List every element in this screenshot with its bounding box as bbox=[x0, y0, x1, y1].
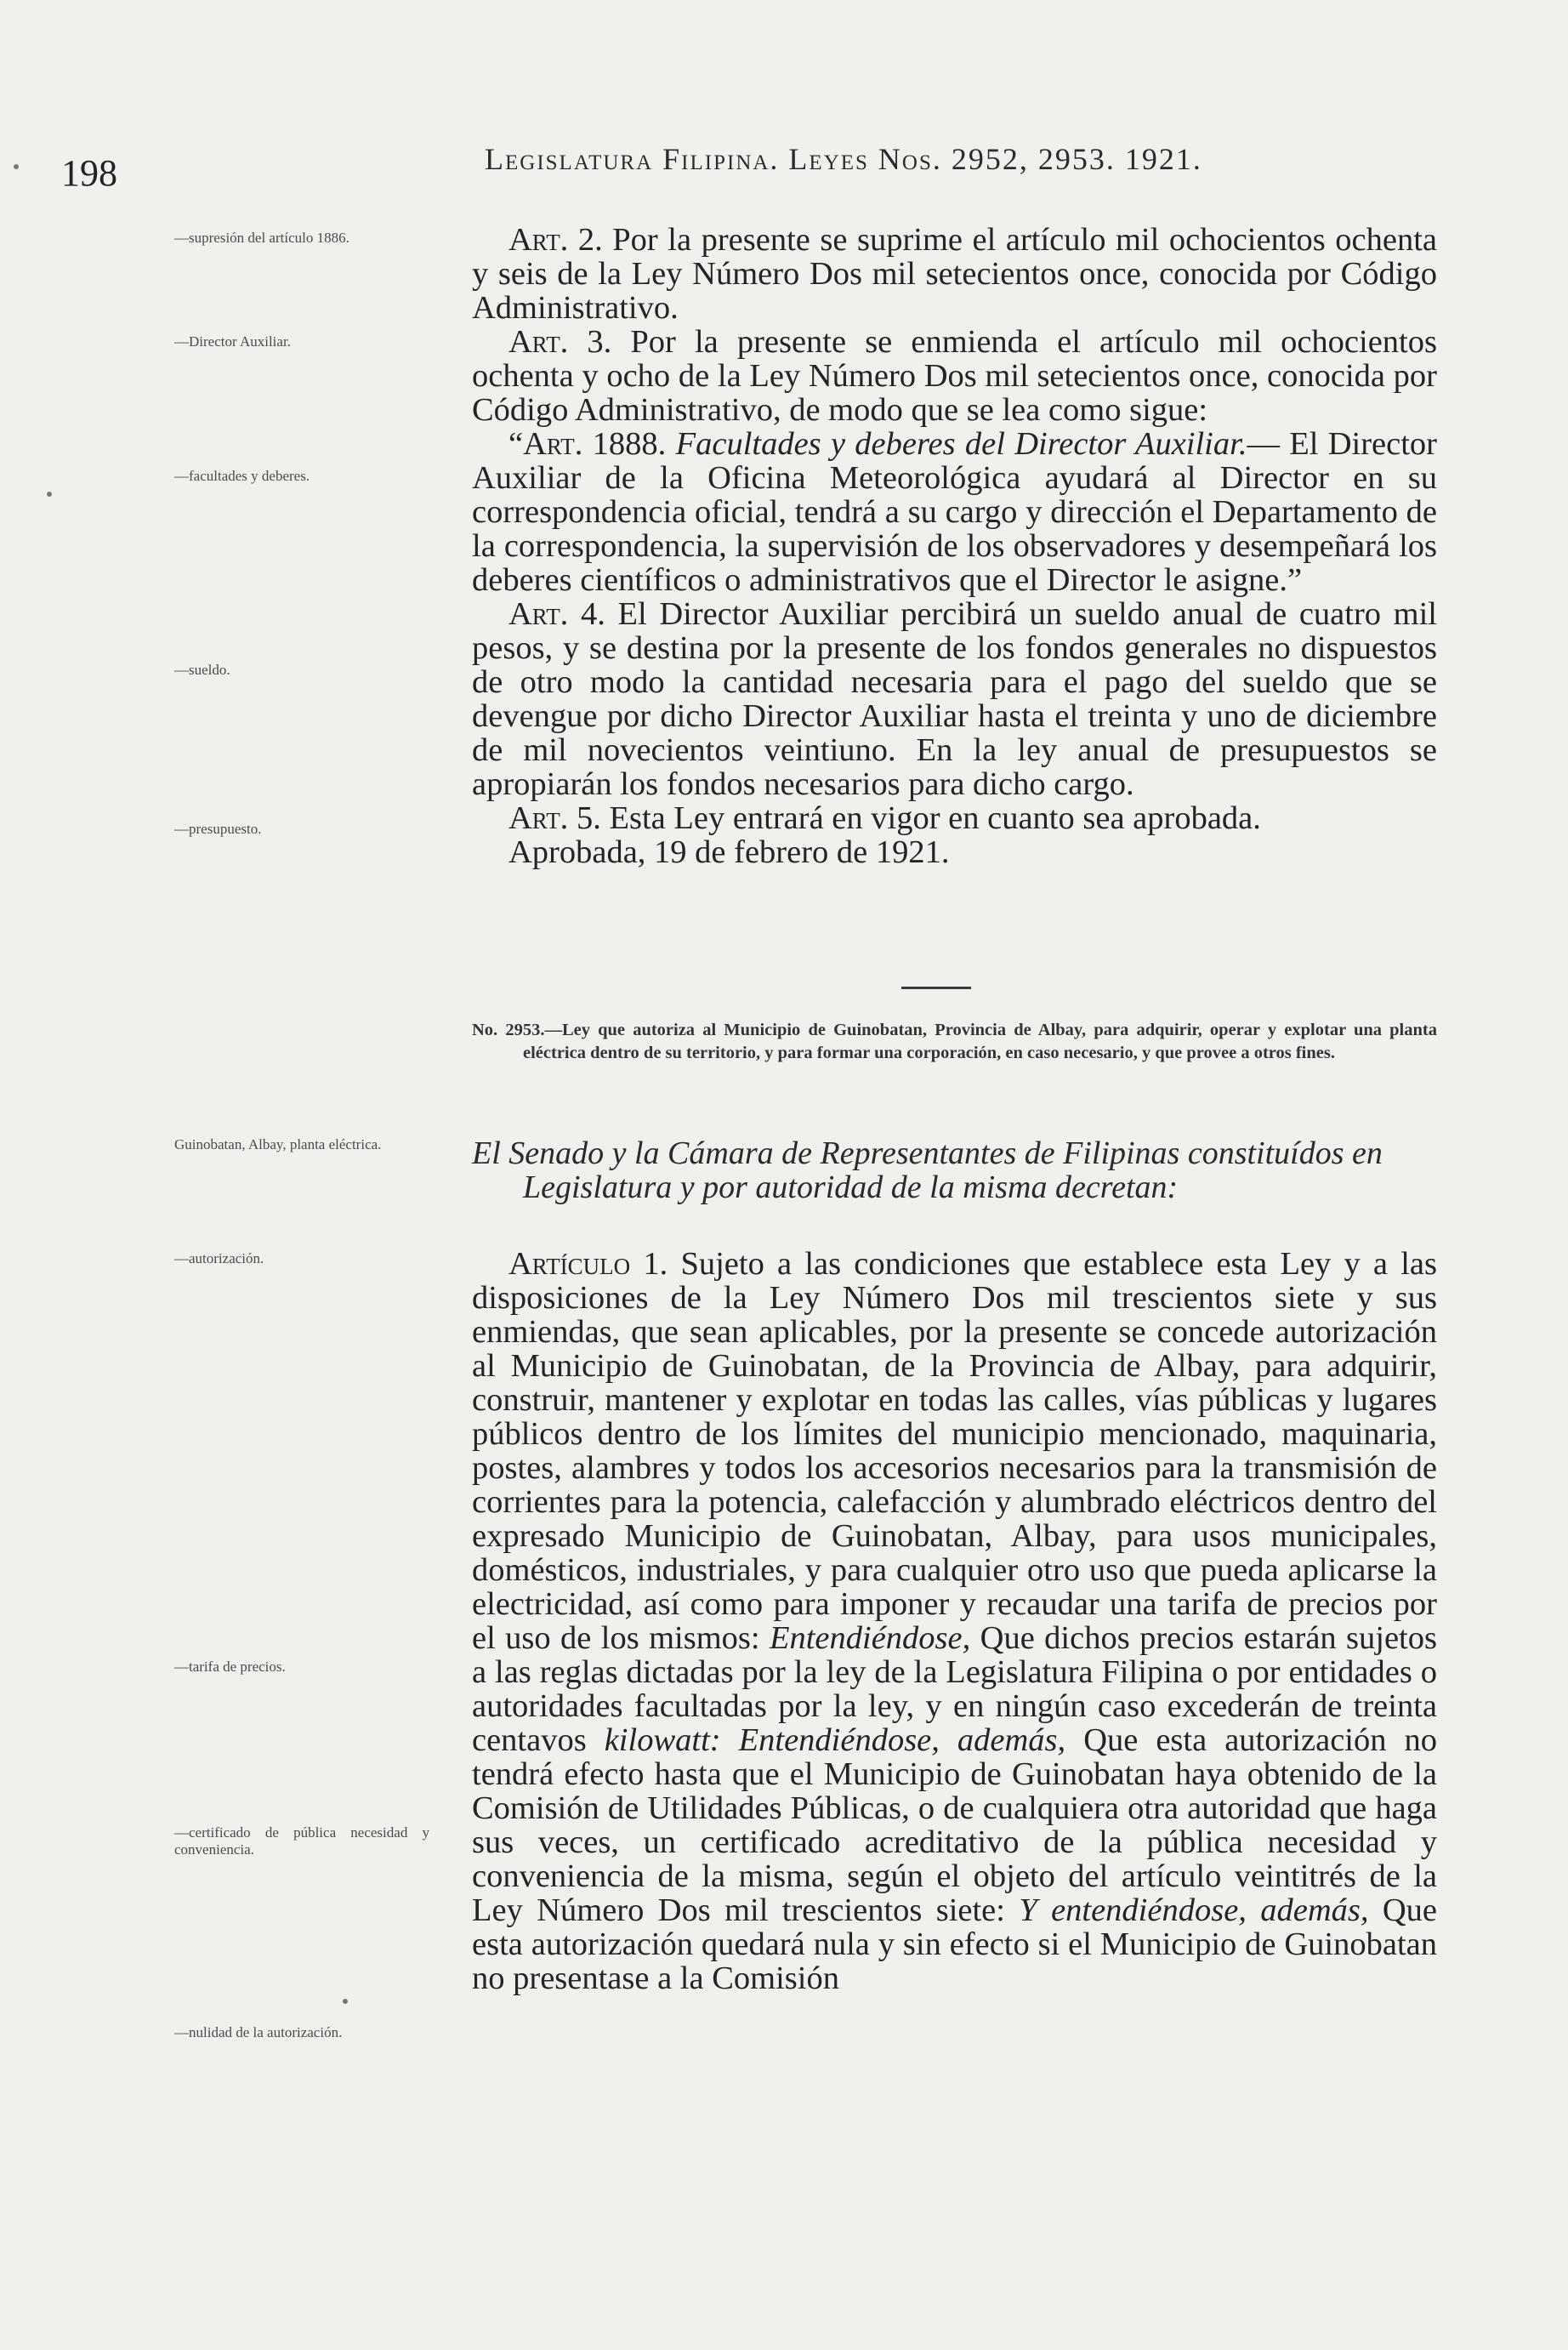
scan-speck bbox=[47, 492, 52, 497]
margin-note-guinobatan: Guinobatan, Albay, planta eléctrica. bbox=[174, 1136, 382, 1152]
approval-date: Aprobada, 19 de febrero de 1921. bbox=[508, 834, 950, 870]
margin-note-supresion: —supresión del artículo 1886. bbox=[174, 230, 349, 246]
scan-speck bbox=[14, 164, 19, 169]
margin-note-sueldo: —sueldo. bbox=[174, 662, 230, 678]
margin-note-autorizacion: —autorización. bbox=[174, 1250, 264, 1266]
law-2952-body bbox=[472, 223, 1437, 869]
margin-note-tarifa: —tarifa de precios. bbox=[174, 1659, 286, 1675]
law-2953-body bbox=[472, 1247, 1437, 1995]
scan-speck bbox=[343, 1999, 348, 2004]
margin-note-certificado: —certificado de pública necesidad y conveniencia. bbox=[174, 1824, 429, 1858]
article-5: Art. 5. Esta Ley entrará en vigor en cuanto sea aprobada. bbox=[508, 800, 1261, 836]
law-2953-title: No. 2953.—Ley que autoriza al Municipio de Guinobatan, Provincia de Albay, para adquirir, operar y explotar una planta eléctrica dentro de su territorio, y para formar una corporación, en caso necesario, y que provee a otros fines. bbox=[472, 1021, 1437, 1062]
margin-note-director-auxiliar: —Director Auxiliar. bbox=[174, 333, 291, 350]
page-number: 198 bbox=[61, 152, 117, 194]
article-4: Art. 4. El Director Auxiliar percibirá un sueldo anual de cuatro mil pesos, y se destina por la presente de los fondos generales no dispuestos de otro modo la cantidad necesaria para el pago del sueldo que se devengue por dicho Director Auxiliar hasta el treinta y uno de diciembre de mil novecientos veintiuno. En la ley anual de presupuestos se apropiarán los fondos necesarios para dicho cargo. bbox=[472, 596, 1437, 802]
article-1: Artículo 1. Sujeto a las condiciones que establece esta Ley y a las disposiciones de la Ley Número Dos mil trescientos siete y sus enmiendas, que sean aplicables, por la presente se concede autorización al Municipio de Guinobatan, de la Provincia de Albay, para adquirir, construir, mantener y explotar en todas las calles, vías públicas y lugares públicos dentro de los límites del municipio mencionado, maquinaria, postes, alambres y todos los accesorios necesarios para la transmisión de corrientes para la potencia, calefacción y alumbrado eléctricos dentro del expresado Municipio de Guinobatan, Albay, para usos municipales, domésticos, industriales, y para cualquier otro uso que pueda aplicarse la electricidad, así como para imponer y recaudar una tarifa de precios por el uso de los mismos: Entendiéndose, Que dichos precios estarán sujetos a las reglas dictadas por la ley de la Legislatura Filipina o por entidades o autoridades facultadas por la ley, y en ningún caso excederán de treinta centavos kilowatt: Entendiéndose, además, Que esta autorización no tendrá efecto hasta que el Municipio de Guinobatan haya obtenido de la Comisión de Utilidades Públicas, o de cualquiera otra autoridad que haga sus veces, un certificado acreditativo de la pública necesidad y conveniencia de la misma, según el objeto del artículo veintitrés de la Ley Número Dos mil trescientos siete: Y entendiéndose, además, Que esta autorización quedará nula y sin efecto si el Municipio de Guinobatan no presentase a la Comisión bbox=[472, 1246, 1438, 1996]
enacting-clause: El Senado y la Cámara de Representantes de Filipinas constituídos en Legislatura y por autoridad de la misma decretan: bbox=[472, 1135, 1383, 1205]
section-divider bbox=[901, 987, 971, 989]
margin-note-nulidad: —nulidad de la autorización. bbox=[174, 2024, 343, 2040]
article-1888: “Art. 1888. Facultades y deberes del Director Auxiliar.— El Director Auxiliar de la Oficina Meteorológica ayudará al Director en su correspondencia oficial, tendrá a su cargo y dirección el Departamento de la correspondencia, la supervisión de los observadores y desempeñará los deberes científicos o administrativos que el Director le asigne.” bbox=[472, 426, 1437, 598]
article-2: Art. 2. Por la presente se suprime el artículo mil ochocientos ochenta y seis de la Ley Número Dos mil setecientos once, conocida por Código Administrativo. bbox=[472, 222, 1437, 326]
margin-note-facultades: —facultades y deberes. bbox=[174, 468, 310, 484]
running-title: Legislatura Filipina. Leyes Nos. 2952, 2953. 1921. bbox=[485, 142, 1202, 176]
article-3: Art. 3. Por la presente se enmienda el artículo mil ochocientos ochenta y ocho de la Ley Número Dos mil setecientos once, conocida por Código Administrativo, de modo que se lea como sigue: bbox=[472, 324, 1437, 428]
margin-note-presupuesto: —presupuesto. bbox=[174, 821, 262, 837]
